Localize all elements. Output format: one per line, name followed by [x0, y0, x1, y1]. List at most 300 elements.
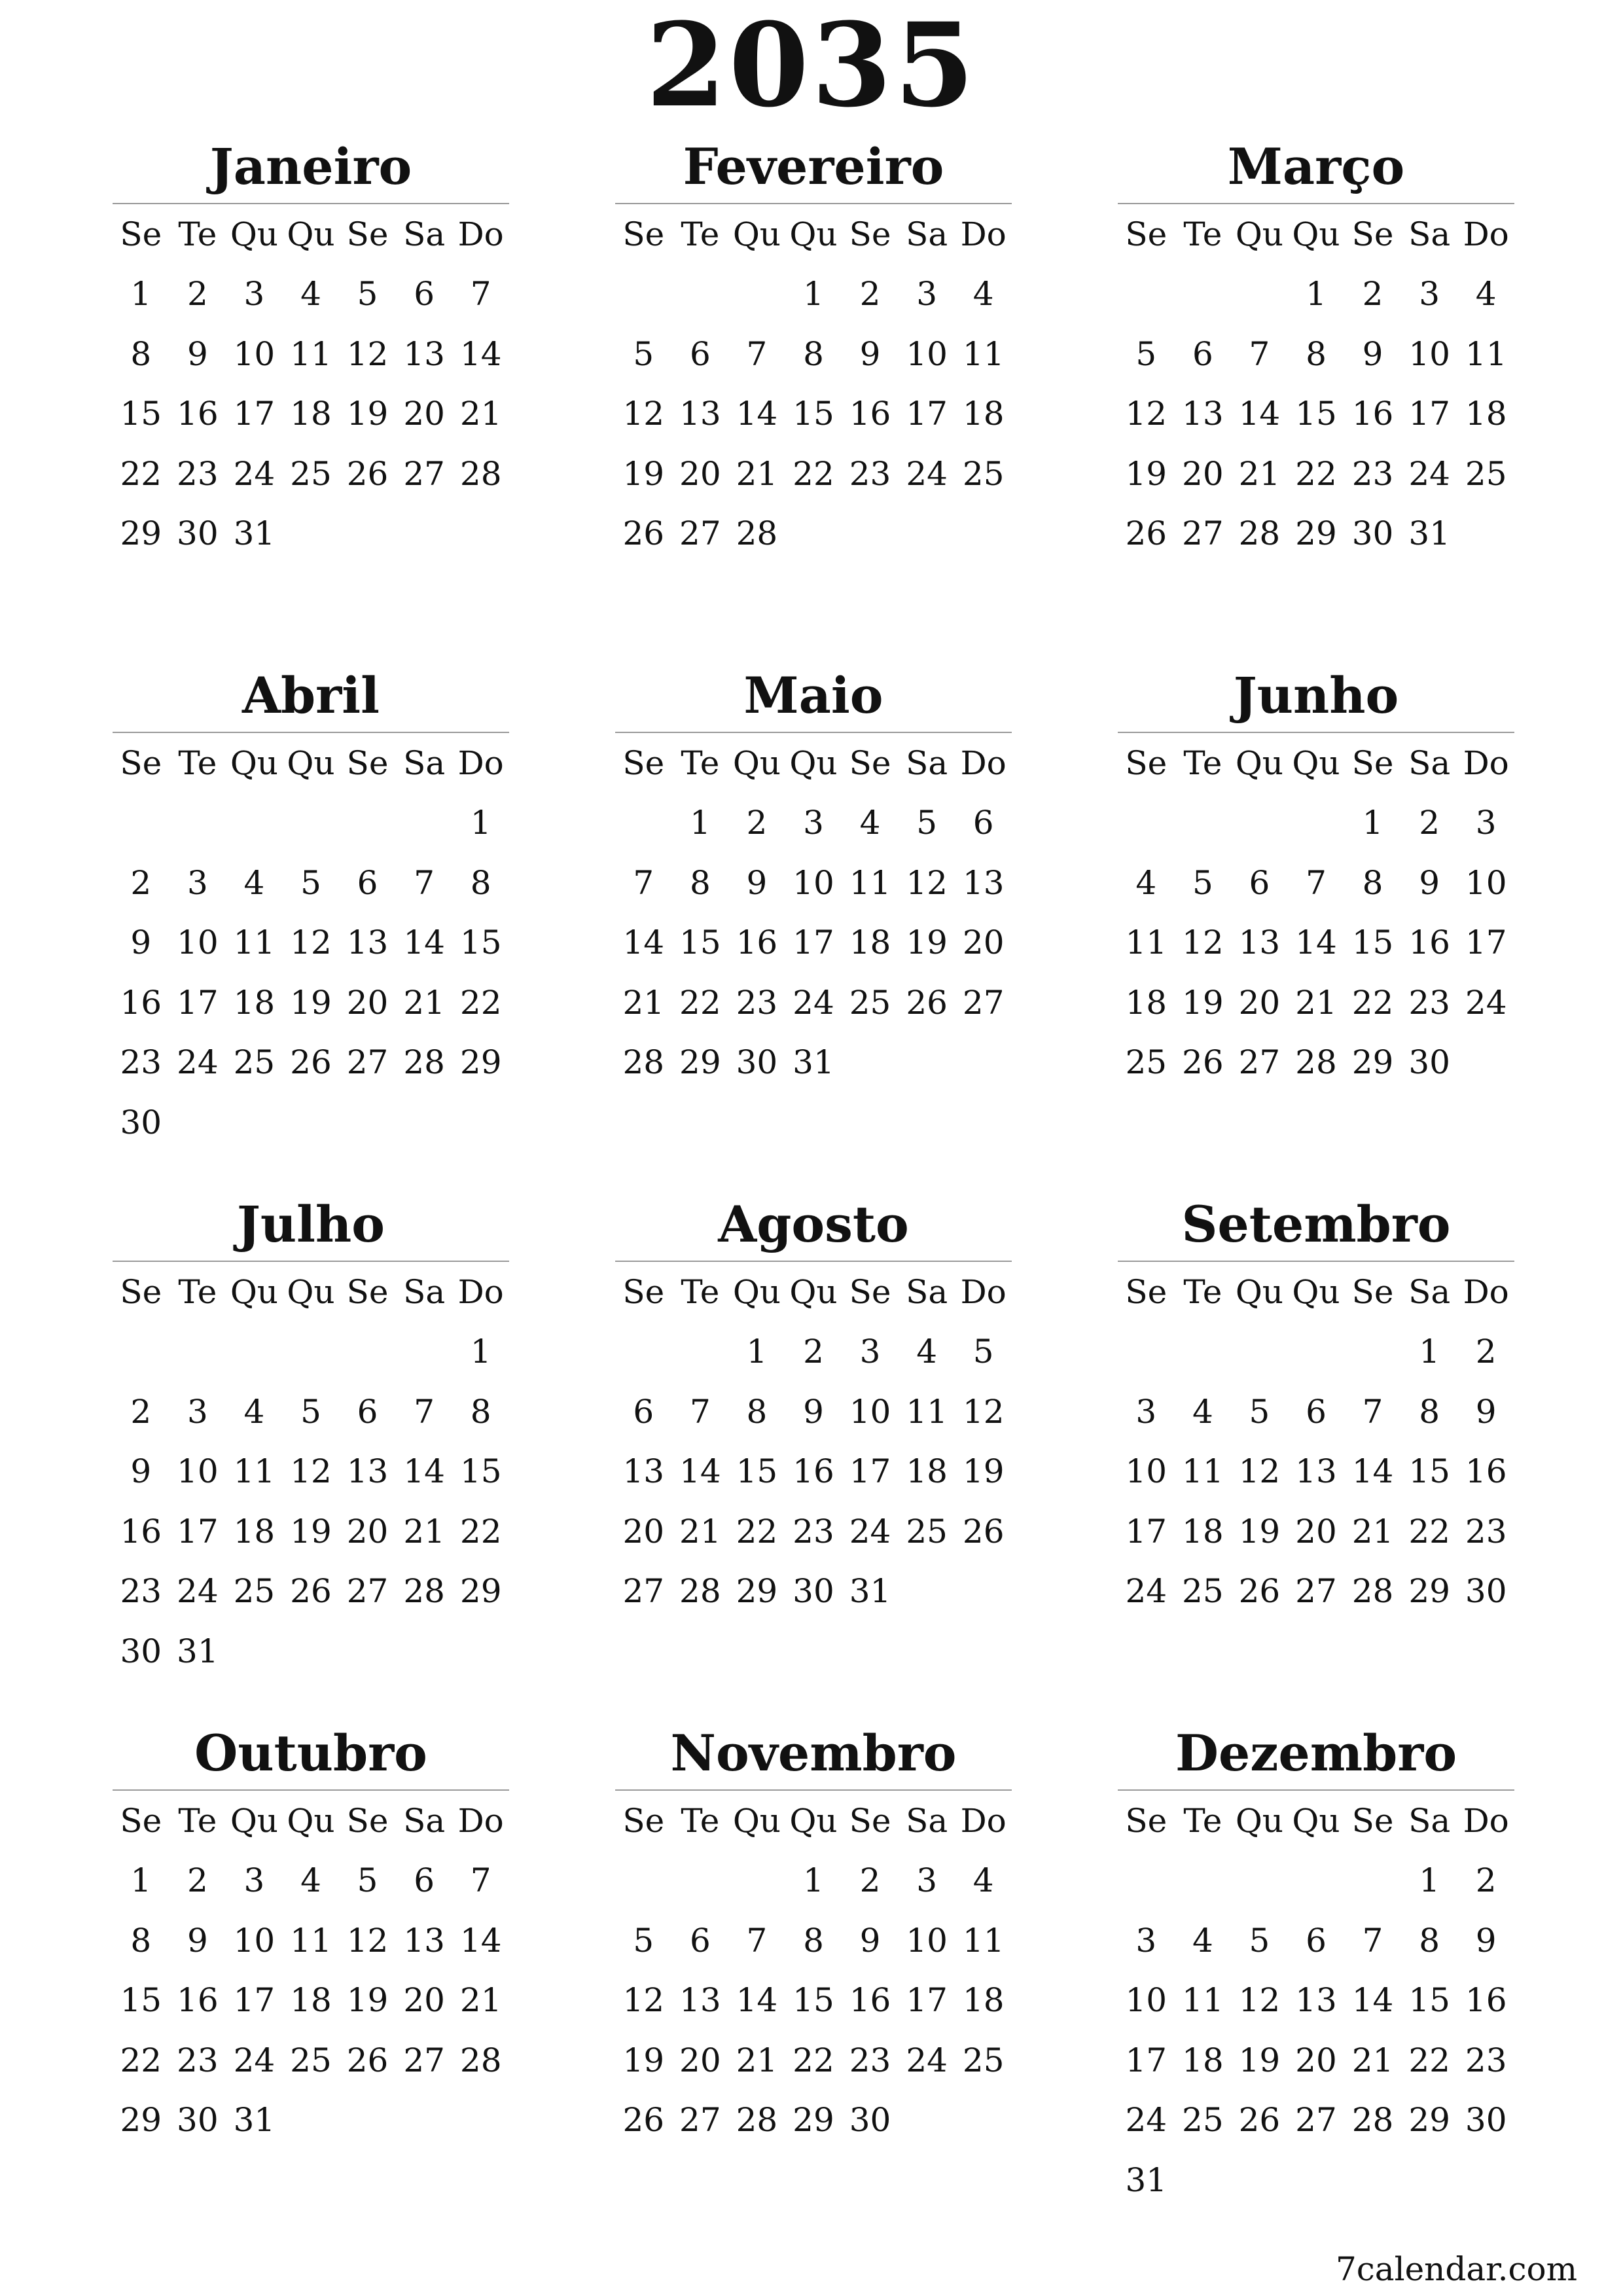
day-number: 19 — [1238, 1512, 1281, 1551]
day-number: 22 — [1408, 1512, 1450, 1551]
weekday-label: Se — [1125, 744, 1168, 782]
weekday-label: Do — [457, 215, 504, 253]
weekday-label: Se — [120, 744, 162, 782]
day-number: 5 — [300, 863, 321, 902]
day-number: 25 — [1125, 1043, 1168, 1082]
day-number: 23 — [736, 983, 778, 1022]
day-number: 16 — [1408, 924, 1450, 962]
day-number: 10 — [233, 334, 276, 373]
day-number: 3 — [1135, 1921, 1157, 1960]
day-number: 12 — [346, 334, 389, 373]
day-number: 16 — [120, 1512, 162, 1551]
empty-cell — [1118, 1322, 1175, 1382]
weekday-label: Te — [1183, 1272, 1222, 1311]
empty-cell — [169, 793, 226, 853]
day-number: 12 — [906, 863, 948, 902]
day-number: 9 — [746, 863, 768, 902]
empty-cell — [169, 1322, 226, 1382]
day-number: 2 — [803, 1333, 824, 1371]
day-number: 20 — [962, 924, 1005, 962]
day-number: 14 — [459, 1921, 502, 1960]
day-number: 5 — [1135, 334, 1157, 373]
day-number: 2 — [859, 275, 881, 314]
weekday-label: Sa — [403, 1272, 446, 1311]
day-number: 3 — [243, 275, 265, 314]
weekday-label: Qu — [1235, 1272, 1284, 1311]
day-number: 16 — [736, 924, 778, 962]
day-number: 15 — [1295, 395, 1337, 433]
day-number: 15 — [1408, 1981, 1450, 2020]
day-number: 10 — [1465, 863, 1507, 902]
day-number: 20 — [679, 2041, 721, 2079]
day-number: 30 — [177, 2101, 219, 2140]
day-number: 3 — [859, 1333, 881, 1371]
day-number: 30 — [1408, 1043, 1450, 1082]
day-number: 5 — [357, 1861, 378, 1900]
day-number: 11 — [1465, 334, 1507, 373]
day-number: 1 — [470, 804, 491, 842]
day-number: 15 — [459, 1452, 502, 1491]
empty-cell — [396, 1322, 453, 1382]
day-number: 13 — [346, 1452, 389, 1491]
day-number: 24 — [906, 2041, 948, 2079]
empty-cell — [1231, 1851, 1288, 1911]
month-block — [1118, 660, 1514, 1189]
weekday-label: Qu — [230, 1801, 279, 1840]
day-number: 23 — [177, 454, 219, 493]
day-number: 13 — [679, 1981, 721, 2020]
weekday-label: Se — [1351, 215, 1394, 253]
weekday-label: Sa — [1408, 215, 1451, 253]
day-number: 24 — [849, 1512, 891, 1551]
day-number: 1 — [1419, 1861, 1440, 1900]
empty-cell — [1118, 264, 1175, 325]
day-number: 25 — [849, 983, 891, 1022]
day-number: 26 — [906, 983, 948, 1022]
day-number: 12 — [962, 1392, 1005, 1431]
day-number: 26 — [290, 1572, 332, 1611]
month-name: Julho — [113, 1189, 509, 1262]
day-number: 6 — [633, 1392, 654, 1431]
empty-cell — [728, 1851, 785, 1911]
day-number: 9 — [187, 334, 208, 373]
day-number: 20 — [403, 395, 445, 433]
weekday-label: Qu — [732, 1272, 781, 1311]
day-number: 18 — [233, 1512, 276, 1551]
day-number: 17 — [233, 1981, 276, 2020]
day-number: 29 — [793, 2101, 834, 2140]
month-name: Dezembro — [1118, 1717, 1514, 1791]
day-number: 9 — [803, 1392, 824, 1431]
day-number: 12 — [1182, 924, 1224, 962]
empty-cell — [1118, 1851, 1175, 1911]
day-number: 10 — [849, 1392, 891, 1431]
day-number: 17 — [1125, 2041, 1168, 2079]
weekday-label: Se — [849, 215, 891, 253]
day-number: 22 — [736, 1512, 778, 1551]
day-number: 24 — [233, 454, 276, 493]
day-number: 11 — [290, 334, 332, 373]
day-number: 22 — [793, 2041, 834, 2079]
day-number: 25 — [290, 454, 332, 493]
weekday-label: Qu — [789, 1272, 838, 1311]
day-grid — [1118, 733, 1514, 1092]
day-number: 18 — [1465, 395, 1507, 433]
day-number: 16 — [849, 1981, 891, 2020]
day-number: 1 — [803, 1861, 824, 1900]
empty-cell — [1175, 793, 1232, 853]
day-number: 30 — [177, 514, 219, 553]
month-name: Outubro — [113, 1717, 509, 1791]
day-number: 12 — [622, 395, 665, 433]
day-number: 29 — [679, 1043, 721, 1082]
weekday-label: Qu — [287, 215, 335, 253]
day-number: 1 — [746, 1333, 768, 1371]
weekday-label: Do — [457, 1272, 504, 1311]
day-number: 26 — [622, 514, 665, 553]
month-block — [1118, 1717, 1514, 2246]
day-number: 1 — [130, 1861, 152, 1900]
day-number: 1 — [689, 804, 711, 842]
day-number: 14 — [679, 1452, 721, 1491]
month-block — [1118, 131, 1514, 660]
day-number: 15 — [120, 395, 162, 433]
day-number: 9 — [859, 334, 881, 373]
month-name: Junho — [1118, 660, 1514, 733]
weekday-label: Se — [120, 1801, 162, 1840]
day-number: 6 — [689, 1921, 711, 1960]
weekday-label: Se — [346, 215, 389, 253]
day-number: 29 — [736, 1572, 778, 1611]
day-grid — [113, 1262, 509, 1681]
day-number: 11 — [1182, 1981, 1224, 2020]
day-number: 4 — [916, 1333, 938, 1371]
weekday-label: Se — [622, 744, 665, 782]
day-number: 21 — [1238, 454, 1281, 493]
day-number: 6 — [414, 1861, 435, 1900]
day-number: 19 — [622, 2041, 665, 2079]
day-number: 11 — [290, 1921, 332, 1960]
month-block — [615, 1189, 1012, 1717]
day-number: 29 — [1295, 514, 1337, 553]
day-number: 4 — [243, 1392, 265, 1431]
empty-cell — [1231, 1322, 1288, 1382]
weekday-label: Te — [178, 1801, 217, 1840]
weekday-label: Qu — [789, 215, 838, 253]
day-number: 21 — [459, 395, 502, 433]
weekday-label: Qu — [789, 744, 838, 782]
day-number: 4 — [1192, 1921, 1213, 1960]
day-number: 23 — [849, 454, 891, 493]
day-number: 17 — [906, 1981, 948, 2020]
weekday-label: Te — [681, 1272, 720, 1311]
day-number: 8 — [470, 1392, 491, 1431]
weekday-label: Se — [849, 1272, 891, 1311]
day-number: 5 — [1249, 1392, 1270, 1431]
day-grid — [615, 733, 1012, 1092]
day-number: 17 — [177, 983, 219, 1022]
day-number: 13 — [403, 334, 445, 373]
day-number: 4 — [300, 275, 321, 314]
day-number: 29 — [1408, 2101, 1450, 2140]
day-number: 18 — [1182, 1512, 1224, 1551]
day-number: 20 — [346, 983, 389, 1022]
day-number: 10 — [177, 924, 219, 962]
day-number: 13 — [1182, 395, 1224, 433]
day-number: 2 — [1475, 1333, 1497, 1371]
day-number: 27 — [1182, 514, 1224, 553]
day-number: 23 — [120, 1572, 162, 1611]
day-number: 20 — [346, 1512, 389, 1551]
weekday-label: Do — [1463, 215, 1509, 253]
weekday-label: Qu — [287, 1801, 335, 1840]
day-number: 11 — [233, 1452, 276, 1491]
day-number: 28 — [1295, 1043, 1337, 1082]
empty-cell — [615, 793, 672, 853]
empty-cell — [672, 264, 729, 325]
day-number: 26 — [962, 1512, 1005, 1551]
day-number: 23 — [849, 2041, 891, 2079]
day-number: 12 — [290, 924, 332, 962]
day-number: 28 — [403, 1572, 445, 1611]
weekday-label: Se — [1125, 1272, 1168, 1311]
day-number: 30 — [1465, 1572, 1507, 1611]
weekday-label: Qu — [789, 1801, 838, 1840]
weekday-label: Se — [120, 1272, 162, 1311]
day-number: 3 — [803, 804, 824, 842]
day-number: 3 — [187, 863, 208, 902]
day-number: 16 — [177, 395, 219, 433]
day-number: 26 — [290, 1043, 332, 1082]
day-number: 8 — [689, 863, 711, 902]
day-number: 21 — [679, 1512, 721, 1551]
weekday-label: Se — [622, 1801, 665, 1840]
day-grid — [615, 204, 1012, 564]
day-number: 14 — [1295, 924, 1337, 962]
day-number: 3 — [1135, 1392, 1157, 1431]
day-number: 22 — [459, 1512, 502, 1551]
weekday-label: Sa — [906, 1272, 948, 1311]
weekday-label: Se — [622, 1272, 665, 1311]
day-number: 17 — [1408, 395, 1450, 433]
day-number: 6 — [689, 334, 711, 373]
day-number: 30 — [736, 1043, 778, 1082]
day-number: 25 — [1182, 2101, 1224, 2140]
weekday-label: Sa — [403, 744, 446, 782]
day-number: 25 — [1182, 1572, 1224, 1611]
weekday-label: Qu — [1292, 1801, 1340, 1840]
day-number: 21 — [1351, 2041, 1394, 2079]
day-number: 23 — [1408, 983, 1450, 1022]
day-number: 1 — [1362, 804, 1383, 842]
day-number: 1 — [130, 275, 152, 314]
day-number: 30 — [1465, 2101, 1507, 2140]
day-number: 19 — [962, 1452, 1005, 1491]
day-number: 29 — [1351, 1043, 1394, 1082]
day-number: 14 — [736, 395, 778, 433]
day-number: 12 — [1125, 395, 1168, 433]
day-number: 27 — [962, 983, 1005, 1022]
day-number: 24 — [177, 1572, 219, 1611]
weekday-label: Qu — [1292, 215, 1340, 253]
empty-cell — [226, 793, 283, 853]
day-number: 24 — [233, 2041, 276, 2079]
day-number: 27 — [1295, 2101, 1337, 2140]
day-number: 10 — [233, 1921, 276, 1960]
day-grid — [1118, 204, 1514, 564]
month-block — [113, 1189, 509, 1717]
day-number: 20 — [403, 1981, 445, 2020]
day-number: 11 — [962, 334, 1005, 373]
day-number: 18 — [962, 395, 1005, 433]
day-number: 16 — [1351, 395, 1394, 433]
month-name: Novembro — [615, 1717, 1012, 1791]
day-number: 13 — [1295, 1452, 1337, 1491]
empty-cell — [1175, 1851, 1232, 1911]
month-name: Fevereiro — [615, 131, 1012, 204]
day-number: 27 — [346, 1043, 389, 1082]
weekday-label: Do — [457, 1801, 504, 1840]
day-number: 17 — [793, 924, 834, 962]
day-number: 3 — [916, 1861, 938, 1900]
month-name: Maio — [615, 660, 1012, 733]
month-block — [615, 660, 1012, 1189]
day-number: 28 — [736, 2101, 778, 2140]
weekday-label: Se — [346, 1272, 389, 1311]
day-number: 4 — [972, 1861, 994, 1900]
day-number: 6 — [1306, 1921, 1327, 1960]
day-number: 8 — [130, 1921, 152, 1960]
empty-cell — [1344, 1322, 1401, 1382]
day-number: 12 — [346, 1921, 389, 1960]
day-number: 29 — [459, 1043, 502, 1082]
day-number: 21 — [403, 983, 445, 1022]
day-number: 18 — [1125, 983, 1168, 1022]
day-number: 7 — [746, 1921, 768, 1960]
day-number: 8 — [1362, 863, 1383, 902]
day-number: 8 — [803, 1921, 824, 1960]
day-number: 5 — [300, 1392, 321, 1431]
day-number: 4 — [1135, 863, 1157, 902]
day-number: 29 — [459, 1572, 502, 1611]
day-number: 1 — [470, 1333, 491, 1371]
day-number: 28 — [459, 2041, 502, 2079]
weekday-label: Do — [960, 215, 1007, 253]
day-number: 18 — [849, 924, 891, 962]
day-number: 10 — [177, 1452, 219, 1491]
day-number: 2 — [1419, 804, 1440, 842]
day-number: 11 — [233, 924, 276, 962]
month-name: Janeiro — [113, 131, 509, 204]
day-number: 17 — [906, 395, 948, 433]
day-number: 30 — [120, 1632, 162, 1670]
day-grid — [113, 733, 509, 1153]
day-number: 7 — [470, 1861, 491, 1900]
day-number: 28 — [1351, 2101, 1394, 2140]
day-number: 9 — [130, 924, 152, 962]
day-grid — [615, 1262, 1012, 1621]
day-grid — [1118, 1791, 1514, 2210]
day-number: 6 — [357, 1392, 378, 1431]
day-number: 28 — [1351, 1572, 1394, 1611]
month-name: Setembro — [1118, 1189, 1514, 1262]
day-number: 10 — [906, 1921, 948, 1960]
weekday-label: Se — [1351, 1801, 1394, 1840]
day-number: 7 — [1306, 863, 1327, 902]
weekday-label: Qu — [230, 215, 279, 253]
day-number: 6 — [414, 275, 435, 314]
day-number: 6 — [972, 804, 994, 842]
day-number: 17 — [1125, 1512, 1168, 1551]
day-number: 17 — [177, 1512, 219, 1551]
day-number: 12 — [1238, 1981, 1281, 2020]
empty-cell — [283, 1322, 340, 1382]
day-number: 19 — [346, 395, 389, 433]
day-grid — [615, 1791, 1012, 2150]
day-number: 15 — [793, 395, 834, 433]
day-number: 6 — [357, 863, 378, 902]
day-number: 5 — [916, 804, 938, 842]
weekday-label: Se — [1125, 215, 1168, 253]
day-number: 27 — [1238, 1043, 1281, 1082]
weekday-label: Do — [457, 744, 504, 782]
day-number: 2 — [1475, 1861, 1497, 1900]
day-number: 2 — [187, 275, 208, 314]
day-number: 15 — [679, 924, 721, 962]
day-number: 27 — [622, 1572, 665, 1611]
day-number: 7 — [1249, 334, 1270, 373]
empty-cell — [1288, 1322, 1345, 1382]
day-number: 7 — [414, 1392, 435, 1431]
day-number: 18 — [906, 1452, 948, 1491]
day-number: 24 — [1125, 1572, 1168, 1611]
weekday-label: Sa — [403, 1801, 446, 1840]
day-number: 22 — [1295, 454, 1337, 493]
day-number: 20 — [1295, 1512, 1337, 1551]
day-number: 15 — [736, 1452, 778, 1491]
day-number: 7 — [1362, 1392, 1383, 1431]
day-number: 19 — [1125, 454, 1168, 493]
day-number: 5 — [357, 275, 378, 314]
day-number: 26 — [1238, 1572, 1281, 1611]
weekday-label: Qu — [732, 1801, 781, 1840]
day-number: 14 — [403, 1452, 445, 1491]
day-number: 19 — [290, 1512, 332, 1551]
day-number: 10 — [1125, 1452, 1168, 1491]
day-number: 26 — [1125, 514, 1168, 553]
day-number: 26 — [622, 2101, 665, 2140]
day-number: 31 — [1125, 2161, 1168, 2199]
day-number: 25 — [906, 1512, 948, 1551]
weekday-label: Sa — [906, 215, 948, 253]
day-number: 13 — [1295, 1981, 1337, 2020]
day-number: 30 — [793, 1572, 834, 1611]
day-number: 9 — [130, 1452, 152, 1491]
day-number: 14 — [459, 334, 502, 373]
day-number: 3 — [243, 1861, 265, 1900]
day-number: 4 — [300, 1861, 321, 1900]
day-number: 31 — [233, 514, 276, 553]
empty-cell — [672, 1851, 729, 1911]
empty-cell — [1231, 793, 1288, 853]
weekday-label: Qu — [287, 1272, 335, 1311]
weekday-label: Sa — [403, 215, 446, 253]
empty-cell — [1344, 1851, 1401, 1911]
empty-cell — [226, 1322, 283, 1382]
day-number: 27 — [403, 454, 445, 493]
day-number: 28 — [622, 1043, 665, 1082]
day-number: 1 — [803, 275, 824, 314]
